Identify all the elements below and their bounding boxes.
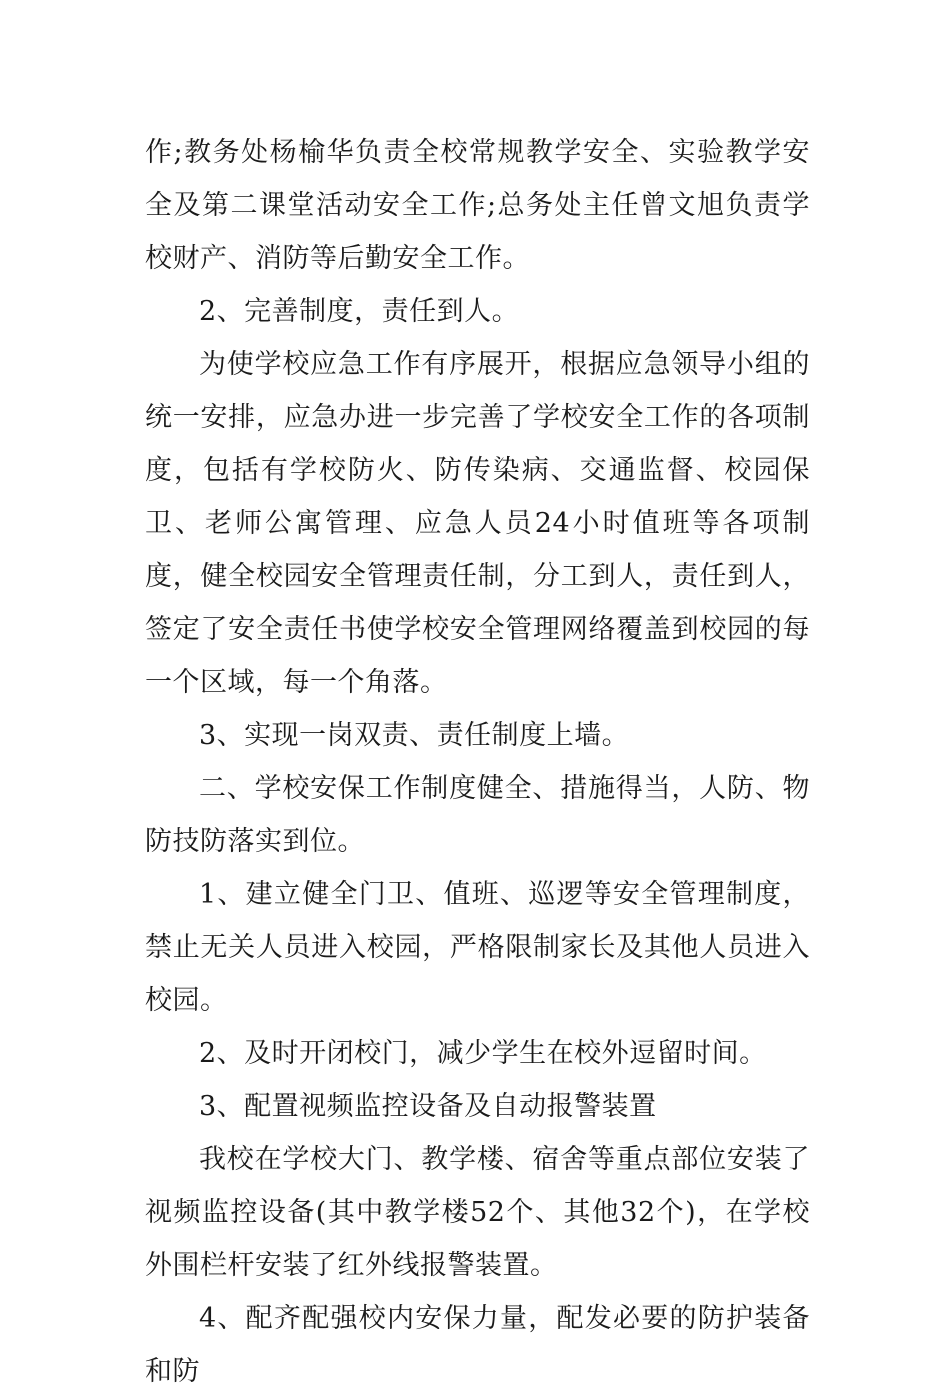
- paragraph-8: 3、配置视频监控设备及自动报警装置: [199, 1091, 657, 1122]
- paragraph-9: 我校在学校大门、教学楼、宿舍等重点部位安装了视频监控设备(其中教学楼52个、其他32个)，在学校外围栏杆安装了红外线报警装置。: [145, 1144, 810, 1281]
- paragraph-2: 2、完善制度，责任到人。: [199, 296, 520, 327]
- document-body: [145, 126, 810, 1398]
- paragraph-10: 4、配齐配强校内安保力量，配发必要的防护装备和防: [145, 1303, 810, 1387]
- paragraph-4: 3、实现一岗双责、责任制度上墙。: [199, 720, 630, 751]
- paragraph-5: 二、学校安保工作制度健全、措施得当，人防、物防技防落实到位。: [145, 773, 810, 857]
- paragraph-7: 2、及时开闭校门，减少学生在校外逗留时间。: [199, 1038, 767, 1069]
- paragraph-3: 为使学校应急工作有序展开，根据应急领导小组的统一安排，应急办进一步完善了学校安全工作的各项制度，包括有学校防火、防传染病、交通监督、校园保卫、老师公寓管理、应急人员24小时值班等各项制度，健全校园安全管理责任制，分工到人，责任到人，签定了安全责任书使学校安全管理网络覆盖到校园的每一个区域，每一个角落。: [145, 349, 810, 698]
- paragraph-1: 作;教务处杨榆华负责全校常规教学安全、实验教学安全及第二课堂活动安全工作;总务处主任曾文旭负责学校财产、消防等后勤安全工作。: [145, 137, 810, 274]
- paragraph-6: 1、建立健全门卫、值班、巡逻等安全管理制度，禁止无关人员进入校园，严格限制家长及其他人员进入校园。: [145, 879, 810, 1016]
